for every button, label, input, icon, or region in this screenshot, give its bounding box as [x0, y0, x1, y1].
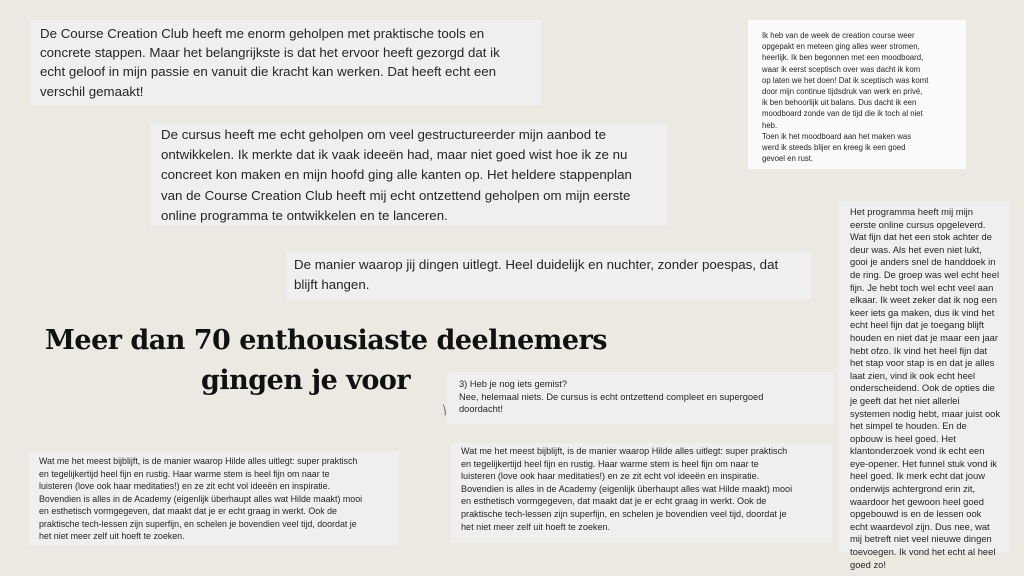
testimonial-card-hilde-uitleg-1 [29, 451, 399, 545]
testimonial-card-eerste-online-cursus [838, 201, 1009, 570]
testimonial-card-course-creation-club [30, 20, 541, 105]
crop-artifact-mark: ⎞ [442, 405, 447, 415]
testimonial-card-gestructureerder-aanbod [150, 123, 667, 226]
testimonial-card-manier-van-uitleggen [286, 251, 811, 299]
testimonial-text: De Course Creation Club heeft me enorm geholpen met praktische tools en concrete stappen. Maar het belangrijkste is dat het ervoor heeft gezorgd dat ik echt geloof in mijn passie en vanuit die kracht kan werken. Dat heeft echt een verschil gemaakt! [40, 26, 500, 99]
testimonial-card-hilde-uitleg-2 [451, 443, 832, 543]
testimonial-text: 3) Heb je nog iets gemist? Nee, helemaal niets. De cursus is echt ontzettend compleet en supergoed doordacht! [459, 379, 764, 415]
testimonial-card-moodboard [748, 20, 966, 169]
testimonial-card-nog-iets-gemist [447, 372, 834, 424]
testimonial-text: De cursus heeft me echt geholpen om veel gestructureerder mijn aanbod te ontwikkelen. Ik merkte dat ik vaak ideeën had, maar niet goed wist hoe ik ze nu concreet kon maken en mijn hoofd ging alle kanten op. Het heldere stappenplan van de Course Creation Club heeft mij echt ontzettend geholpen om mijn eerste online programma te ontwikkelen en te lanceren. [161, 127, 632, 223]
testimonial-text: Ik heb van de week de creation course weer opgepakt en meteen ging alles weer stromen, heerlijk. Ik ben begonnen met een moodboard, waar ik eerst sceptisch over was dacht ik kom op laten we het doen! Dat ik sceptisch was komt door mijn continue tijdsdruk van werk en privé, ik ben behoorlijk uit balans. Dus dacht ik een moodboard zonde van de tijd die ik toch al niet heb. Toen ik het moodboard aan het maken was werd ik steeds blijer en kreeg ik een goed gevoel en rust. [762, 31, 929, 164]
testimonial-text: Het programma heeft mij mijn eerste online cursus opgeleverd. Wat fijn dat het een stok achter de deur was. Als het even niet lukt, gooi je anders snel de handdoek in de ring. De groep was wel echt heel fijn. Je hebt toch wel echt veel aan elkaar. Ik weet zeker dat ik nog een keer iets ga maken, dus ik vind het echt heel fijn dat je toegang blijft houden en niet dat je maar een jaar hebt ofzo. Ik vind het heel fijn dat het stap voor stap is en dat je alles laat zien, vind ik ook echt heel onderscheidend. Ook de opties die je geeft dat het niet allerlei systemen nodig hebt, maar juist ook het simpel te houden. En de opbouw is heel goed. Het klantonderzoek vond ik echt een eye-opener. Het funnel stuk vond ik heel goed. Ik merk echt dat jouw onderwijs achtergrond erin zit, waardoor het gewoon heel goed opgebouwd is en de lessen ook echt waardevol zijn. Dus nee, wat mij betreft niet veel nieuwe dingen toevoegen. Ik vond het echt al heel goed zo! [850, 206, 1001, 570]
headline-line-2: gingen je voor [201, 365, 411, 396]
testimonial-text: Wat me het meest bijblijft, is de manier waarop Hilde alles uitlegt: super praktisch en tegelijkertijd heel fijn en rustig. Haar warme stem is heel fijn om naar te luisteren (love ook haar meditaties!) en ze zit echt vol ideeën en inspiratie. Bovendien is alles in de Academy (eigenlijk überhaupt alles wat Hilde maakt) mooi en esthetisch vormgegeven, dat maakt dat je er echt graag in werkt. Ook de praktische tech-lessen zijn superfijn, en schelen je bovendien veel tijd, doordat je het niet meer zelf uit hoeft te zoeken. [39, 456, 363, 541]
headline-line-1: Meer dan 70 enthousiaste deelnemers [45, 325, 607, 356]
testimonial-text: Wat me het meest bijblijft, is de manier waarop Hilde alles uitlegt: super praktisch en tegelijkertijd heel fijn en rustig. Haar warme stem is heel fijn om naar te luisteren (love ook haar meditaties!) en ze zit echt vol ideeën en inspiratie. Bovendien is alles in de Academy (eigenlijk überhaupt alles wat Hilde maakt) mooi en esthetisch vormgegeven, dat maakt dat je er echt graag in werkt. Ook de praktische tech-lessen zijn superfijn, en schelen je bovendien veel tijd, doordat je het niet meer zelf uit hoeft te zoeken. [461, 446, 793, 532]
testimonial-text: De manier waarop jij dingen uitlegt. Heel duidelijk en nuchter, zonder poespas, dat blijft hangen. [294, 257, 779, 292]
